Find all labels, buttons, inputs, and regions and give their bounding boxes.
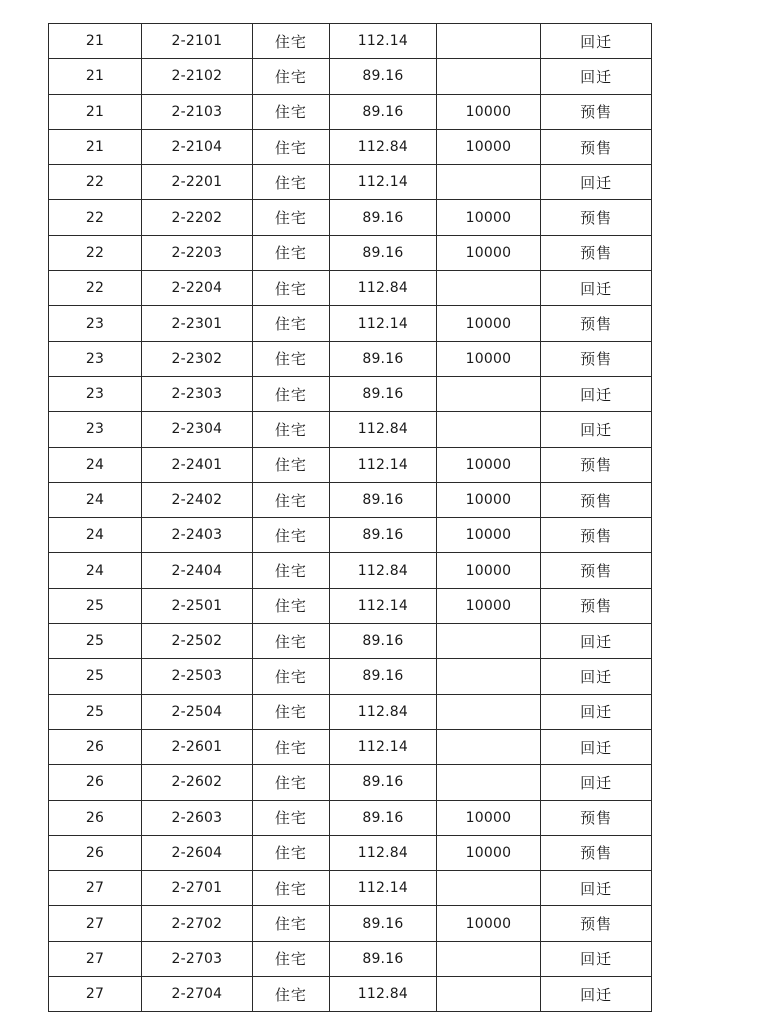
usage-type-cell: 住宅	[252, 341, 329, 376]
floor-cell: 26	[49, 835, 142, 870]
sale-status-cell: 预售	[541, 800, 652, 835]
floor-cell: 26	[49, 729, 142, 764]
unit-number-cell: 2-2204	[142, 271, 253, 306]
floor-cell: 23	[49, 341, 142, 376]
table-row	[49, 729, 652, 764]
area-cell: 89.16	[330, 765, 437, 800]
sale-status-cell: 预售	[541, 906, 652, 941]
table-row	[49, 906, 652, 941]
unit-number-cell: 2-2702	[142, 906, 253, 941]
unit-price-cell: 10000	[436, 129, 541, 164]
sale-status-cell: 预售	[541, 129, 652, 164]
unit-number-cell: 2-2704	[142, 977, 253, 1012]
area-cell: 112.84	[330, 412, 437, 447]
table-row	[49, 694, 652, 729]
sale-status-cell: 回迁	[541, 729, 652, 764]
area-cell: 112.14	[330, 729, 437, 764]
floor-cell: 27	[49, 941, 142, 976]
unit-number-cell: 2-2301	[142, 306, 253, 341]
unit-number-cell: 2-2602	[142, 765, 253, 800]
unit-price-cell	[436, 694, 541, 729]
area-cell: 112.84	[330, 977, 437, 1012]
unit-price-cell: 10000	[436, 94, 541, 129]
area-cell: 89.16	[330, 482, 437, 517]
unit-number-cell: 2-2302	[142, 341, 253, 376]
usage-type-cell: 住宅	[252, 765, 329, 800]
floor-cell: 24	[49, 482, 142, 517]
unit-number-cell: 2-2502	[142, 624, 253, 659]
table-row	[49, 624, 652, 659]
sale-status-cell: 预售	[541, 518, 652, 553]
floor-cell: 24	[49, 553, 142, 588]
unit-number-cell: 2-2601	[142, 729, 253, 764]
table-body	[49, 24, 652, 1012]
floor-cell: 26	[49, 765, 142, 800]
area-cell: 89.16	[330, 624, 437, 659]
sale-status-cell: 回迁	[541, 659, 652, 694]
usage-type-cell: 住宅	[252, 129, 329, 164]
unit-price-cell: 10000	[436, 800, 541, 835]
usage-type-cell: 住宅	[252, 412, 329, 447]
table-row	[49, 977, 652, 1012]
unit-number-cell: 2-2304	[142, 412, 253, 447]
unit-price-cell: 10000	[436, 482, 541, 517]
table-row	[49, 129, 652, 164]
sale-status-cell: 预售	[541, 482, 652, 517]
unit-number-cell: 2-2303	[142, 376, 253, 411]
area-cell: 89.16	[330, 659, 437, 694]
unit-number-cell: 2-2404	[142, 553, 253, 588]
unit-price-cell: 10000	[436, 553, 541, 588]
sale-status-cell: 预售	[541, 235, 652, 270]
unit-price-cell	[436, 871, 541, 906]
unit-number-cell: 2-2501	[142, 588, 253, 623]
unit-price-cell	[436, 941, 541, 976]
floor-cell: 23	[49, 412, 142, 447]
area-cell: 112.84	[330, 694, 437, 729]
area-cell: 112.14	[330, 165, 437, 200]
area-cell: 112.84	[330, 129, 437, 164]
sale-status-cell: 预售	[541, 553, 652, 588]
table-row	[49, 871, 652, 906]
unit-number-cell: 2-2103	[142, 94, 253, 129]
floor-cell: 25	[49, 624, 142, 659]
area-cell: 112.84	[330, 271, 437, 306]
usage-type-cell: 住宅	[252, 624, 329, 659]
unit-number-cell: 2-2604	[142, 835, 253, 870]
sale-status-cell: 回迁	[541, 765, 652, 800]
table-row	[49, 24, 652, 59]
table-row	[49, 588, 652, 623]
area-cell: 89.16	[330, 59, 437, 94]
sale-status-cell: 预售	[541, 306, 652, 341]
area-cell: 112.84	[330, 835, 437, 870]
usage-type-cell: 住宅	[252, 235, 329, 270]
usage-type-cell: 住宅	[252, 94, 329, 129]
sale-status-cell: 回迁	[541, 59, 652, 94]
unit-price-cell: 10000	[436, 200, 541, 235]
sale-status-cell: 回迁	[541, 694, 652, 729]
unit-price-cell	[436, 412, 541, 447]
usage-type-cell: 住宅	[252, 482, 329, 517]
unit-number-cell: 2-2703	[142, 941, 253, 976]
unit-number-cell: 2-2202	[142, 200, 253, 235]
sale-status-cell: 预售	[541, 447, 652, 482]
unit-price-cell	[436, 59, 541, 94]
unit-price-cell: 10000	[436, 235, 541, 270]
usage-type-cell: 住宅	[252, 588, 329, 623]
usage-type-cell: 住宅	[252, 165, 329, 200]
table-row	[49, 659, 652, 694]
unit-price-cell: 10000	[436, 447, 541, 482]
unit-price-cell: 10000	[436, 518, 541, 553]
table-row	[49, 835, 652, 870]
usage-type-cell: 住宅	[252, 553, 329, 588]
unit-price-table	[48, 23, 652, 1012]
area-cell: 112.14	[330, 588, 437, 623]
sale-status-cell: 预售	[541, 341, 652, 376]
table-row	[49, 482, 652, 517]
floor-cell: 25	[49, 694, 142, 729]
unit-price-cell: 10000	[436, 835, 541, 870]
area-cell: 89.16	[330, 906, 437, 941]
unit-price-cell	[436, 977, 541, 1012]
usage-type-cell: 住宅	[252, 835, 329, 870]
area-cell: 89.16	[330, 800, 437, 835]
unit-number-cell: 2-2701	[142, 871, 253, 906]
sale-status-cell: 预售	[541, 588, 652, 623]
area-cell: 112.84	[330, 553, 437, 588]
unit-number-cell: 2-2403	[142, 518, 253, 553]
unit-number-cell: 2-2402	[142, 482, 253, 517]
unit-price-cell	[436, 624, 541, 659]
table-row	[49, 376, 652, 411]
table-row	[49, 341, 652, 376]
table-row	[49, 765, 652, 800]
table-row	[49, 518, 652, 553]
area-cell: 89.16	[330, 94, 437, 129]
area-cell: 89.16	[330, 941, 437, 976]
document-page	[48, 23, 652, 1012]
unit-number-cell: 2-2401	[142, 447, 253, 482]
sale-status-cell: 回迁	[541, 977, 652, 1012]
usage-type-cell: 住宅	[252, 906, 329, 941]
floor-cell: 24	[49, 518, 142, 553]
floor-cell: 21	[49, 94, 142, 129]
floor-cell: 23	[49, 376, 142, 411]
unit-price-cell	[436, 24, 541, 59]
unit-number-cell: 2-2203	[142, 235, 253, 270]
usage-type-cell: 住宅	[252, 518, 329, 553]
floor-cell: 23	[49, 306, 142, 341]
floor-cell: 21	[49, 24, 142, 59]
usage-type-cell: 住宅	[252, 800, 329, 835]
area-cell: 89.16	[330, 341, 437, 376]
area-cell: 112.14	[330, 24, 437, 59]
usage-type-cell: 住宅	[252, 24, 329, 59]
usage-type-cell: 住宅	[252, 941, 329, 976]
floor-cell: 25	[49, 588, 142, 623]
table-row	[49, 271, 652, 306]
area-cell: 89.16	[330, 200, 437, 235]
table-row	[49, 235, 652, 270]
floor-cell: 26	[49, 800, 142, 835]
floor-cell: 27	[49, 871, 142, 906]
unit-price-cell: 10000	[436, 906, 541, 941]
sale-status-cell: 回迁	[541, 24, 652, 59]
table-row	[49, 59, 652, 94]
usage-type-cell: 住宅	[252, 306, 329, 341]
floor-cell: 21	[49, 129, 142, 164]
sale-status-cell: 预售	[541, 200, 652, 235]
unit-price-cell: 10000	[436, 306, 541, 341]
unit-price-cell: 10000	[436, 588, 541, 623]
area-cell: 112.14	[330, 447, 437, 482]
unit-number-cell: 2-2104	[142, 129, 253, 164]
unit-number-cell: 2-2101	[142, 24, 253, 59]
usage-type-cell: 住宅	[252, 376, 329, 411]
usage-type-cell: 住宅	[252, 729, 329, 764]
usage-type-cell: 住宅	[252, 659, 329, 694]
sale-status-cell: 预售	[541, 835, 652, 870]
table-row	[49, 200, 652, 235]
unit-price-cell: 10000	[436, 341, 541, 376]
floor-cell: 22	[49, 271, 142, 306]
sale-status-cell: 回迁	[541, 941, 652, 976]
unit-price-cell	[436, 376, 541, 411]
floor-cell: 27	[49, 906, 142, 941]
area-cell: 89.16	[330, 235, 437, 270]
sale-status-cell: 回迁	[541, 271, 652, 306]
usage-type-cell: 住宅	[252, 59, 329, 94]
floor-cell: 22	[49, 235, 142, 270]
floor-cell: 22	[49, 200, 142, 235]
unit-number-cell: 2-2603	[142, 800, 253, 835]
unit-price-cell	[436, 765, 541, 800]
table-row	[49, 447, 652, 482]
unit-number-cell: 2-2102	[142, 59, 253, 94]
area-cell: 89.16	[330, 518, 437, 553]
table-row	[49, 306, 652, 341]
sale-status-cell: 回迁	[541, 871, 652, 906]
usage-type-cell: 住宅	[252, 271, 329, 306]
unit-price-cell	[436, 729, 541, 764]
unit-number-cell: 2-2201	[142, 165, 253, 200]
floor-cell: 22	[49, 165, 142, 200]
table-row	[49, 941, 652, 976]
unit-price-cell	[436, 659, 541, 694]
usage-type-cell: 住宅	[252, 447, 329, 482]
usage-type-cell: 住宅	[252, 977, 329, 1012]
unit-price-cell	[436, 271, 541, 306]
floor-cell: 25	[49, 659, 142, 694]
unit-number-cell: 2-2503	[142, 659, 253, 694]
sale-status-cell: 预售	[541, 94, 652, 129]
sale-status-cell: 回迁	[541, 624, 652, 659]
table-row	[49, 165, 652, 200]
area-cell: 112.14	[330, 871, 437, 906]
unit-price-cell	[436, 165, 541, 200]
area-cell: 112.14	[330, 306, 437, 341]
table-row	[49, 553, 652, 588]
floor-cell: 24	[49, 447, 142, 482]
area-cell: 89.16	[330, 376, 437, 411]
table-row	[49, 412, 652, 447]
table-row	[49, 94, 652, 129]
sale-status-cell: 回迁	[541, 376, 652, 411]
floor-cell: 21	[49, 59, 142, 94]
usage-type-cell: 住宅	[252, 871, 329, 906]
sale-status-cell: 回迁	[541, 165, 652, 200]
usage-type-cell: 住宅	[252, 694, 329, 729]
table-row	[49, 800, 652, 835]
usage-type-cell: 住宅	[252, 200, 329, 235]
sale-status-cell: 回迁	[541, 412, 652, 447]
unit-number-cell: 2-2504	[142, 694, 253, 729]
floor-cell: 27	[49, 977, 142, 1012]
